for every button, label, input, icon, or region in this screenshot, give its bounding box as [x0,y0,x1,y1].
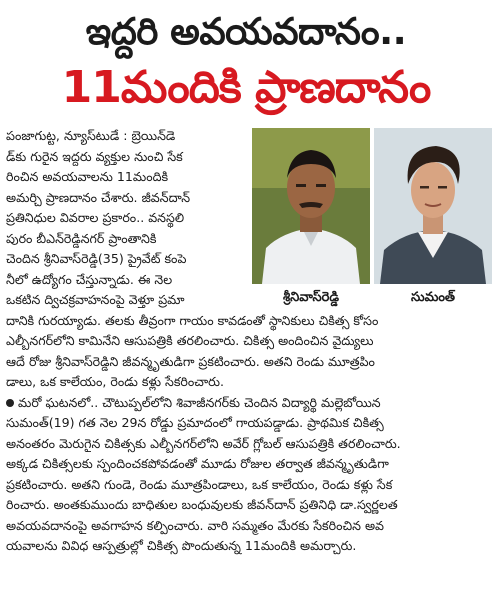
photo-caption-right: సుమంత్‌ [410,290,456,305]
article-line: ప్రతినిధుల వివరాల ప్రకారం.. వనస్థలి [6,210,185,225]
article-line: అక్కడ చికిత్సలకు స్పందించకపోవడంతో మూడు రోజుల తర్వాత జీవన్మృతుడిగా [6,456,389,471]
article-line: నీలో ఉద్యోగం చేస్తున్నాడు. ఈ నెల [6,271,173,287]
photo-caption-left: శ్రీనివాస్‌రెడ్డి [283,290,339,305]
article-line: పురం బీఎన్‌రెడ్డినగర్‌ ప్రాంతానికి [6,230,157,246]
article-body [6,126,486,557]
article-line: చెందిన శ్రీనివాస్‌రెడ్డి(35) ప్రైవేట్‌ కంపె [6,251,187,266]
article-line: అవయవదానంపై అవగాహన కల్పించారు. వారి సమ్మతం మేరకు సేకరించిన అవ [6,517,384,533]
article-line: ఒకటిన ద్విచక్రవాహనంపై వెళ్తూ ప్రమా [6,292,185,307]
article-line: అమర్చి ప్రాణదానం చేశారు. జీవన్‌దాన్‌ [6,189,191,205]
bullet-icon [6,399,14,407]
article-line: రించారు. అంతకుముందు బాధితుల బంధువులకు జీవన్‌దాన్‌ ప్రతినిధి డా.స్వర్ణలత [6,497,398,512]
article-paragraph-2 [6,393,486,557]
article-line: డ్‌కు గురైన ఇద్దరు వ్యక్తుల నుంచి సేక [6,148,183,164]
article-line-bullet [6,393,486,414]
article-line: మరో ఘటనలో.. చౌటుప్పల్‌లోని శివాజీనగర్‌కు చెందిన విద్యార్థి మల్లెబోయిన [18,394,381,410]
article-line: అనంతరం మెరుగైన చికిత్సకు ఎల్బీనగర్‌లోని అవేర్‌ గ్లోబల్‌ ఆసుపత్రికి తరలించారు. [6,435,401,451]
article-line: రించిన అవయవాలను 11మందికి [6,169,169,184]
article-line: ఎల్బీనగర్‌లోని కామినేని ఆసుపత్రికి తరలించారు. చికిత్స అందించిన వైద్యులు [6,333,374,348]
article-line: ప్రకటించారు. అతని గుండె, రెండు మూత్రపిండాలు, ఒక కాలేయం, రెండు కళ్లు సేక [6,476,393,492]
article-line: పంజాగుట్ట, న్యూస్‌టుడే : బ్రెయిన్‌డె [6,128,176,143]
article-intro-column [6,126,486,311]
article-line: దానికి గురయ్యాడు. తలకు తీవ్రంగా గాయం కావడంతో స్థానికులు చికిత్స కోసం [6,312,379,328]
article-paragraph-1 [6,311,486,393]
headline-line-1: ఇద్దరి అవయవదానం.. [85,10,407,53]
article-line: సుమంత్‌(19) గత నెల 29న రోడ్డు ప్రమాదంలో గాయపడ్డాడు. ప్రాథమిక చికిత్స [6,415,384,430]
headline-line-2: 11మందికి ప్రాణదానం [61,62,431,113]
article-line: డాలు, ఒక కాలేయం, రెండు కళ్లు సేకరించారు. [6,374,224,389]
article-line: ఆదే రోజు శ్రీనివాస్‌రెడ్డిని జీవన్మృతుడిగా ప్రకటించారు. అతని రెండు మూత్రపిం [6,353,375,369]
article-line: యవాలను వివిధ ఆస్పత్రుల్లో చికిత్స పొందుతున్న 11మందికి అమర్చారు. [6,538,357,553]
